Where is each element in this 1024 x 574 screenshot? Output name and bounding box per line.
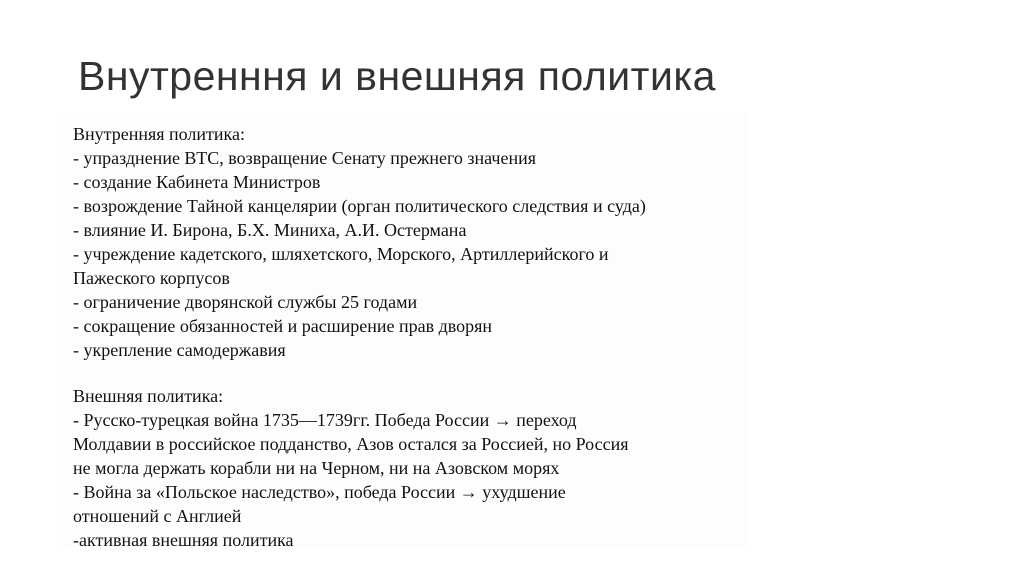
internal-policy-line: - учреждение кадетского, шляхетского, Морского, Артиллерийского и: [73, 244, 609, 264]
external-policy-line: - Русско-турецкая война 1735—1739гг. Победа России → переход: [73, 410, 577, 430]
internal-policy-line: - возрождение Тайной канцелярии (орган политического следствия и суда): [73, 196, 646, 216]
content-image: [64, 114, 746, 550]
internal-policy-line: - создание Кабинета Министров: [73, 172, 321, 192]
internal-policy-line: - ограничение дворянской службы 25 годами: [73, 292, 418, 312]
external-policy-line: отношений с Англией: [73, 506, 242, 526]
section-spacer: [73, 362, 745, 384]
external-policy-line: -активная внешняя политика: [73, 530, 294, 550]
slide-title: Внутренння и внешняя политика: [78, 53, 716, 99]
policy-text: [73, 122, 745, 552]
internal-policy-line: Пажеского корпусов: [73, 268, 230, 288]
external-policy-line: не могла держать корабли ни на Черном, ни на Азовском морях: [73, 458, 560, 478]
internal-policy-line: - сокращение обязанностей и расширение прав дворян: [73, 316, 493, 336]
internal-policy-line: - упразднение ВТС, возвращение Сенату прежнего значения: [73, 148, 536, 168]
external-policy-line: Молдавии в российское подданство, Азов остался за Россией, но Россия: [73, 434, 629, 454]
external-policy-line: - Война за «Польское наследство», победа России → ухудшение: [73, 482, 566, 502]
internal-policy-line: - укрепление самодержавия: [73, 340, 286, 360]
external-policy-heading: Внешняя политика:: [73, 386, 224, 406]
internal-policy-line: - влияние И. Бирона, Б.Х. Миниха, А.И. Остермана: [73, 220, 467, 240]
internal-policy-heading: Внутренняя политика:: [73, 124, 246, 144]
